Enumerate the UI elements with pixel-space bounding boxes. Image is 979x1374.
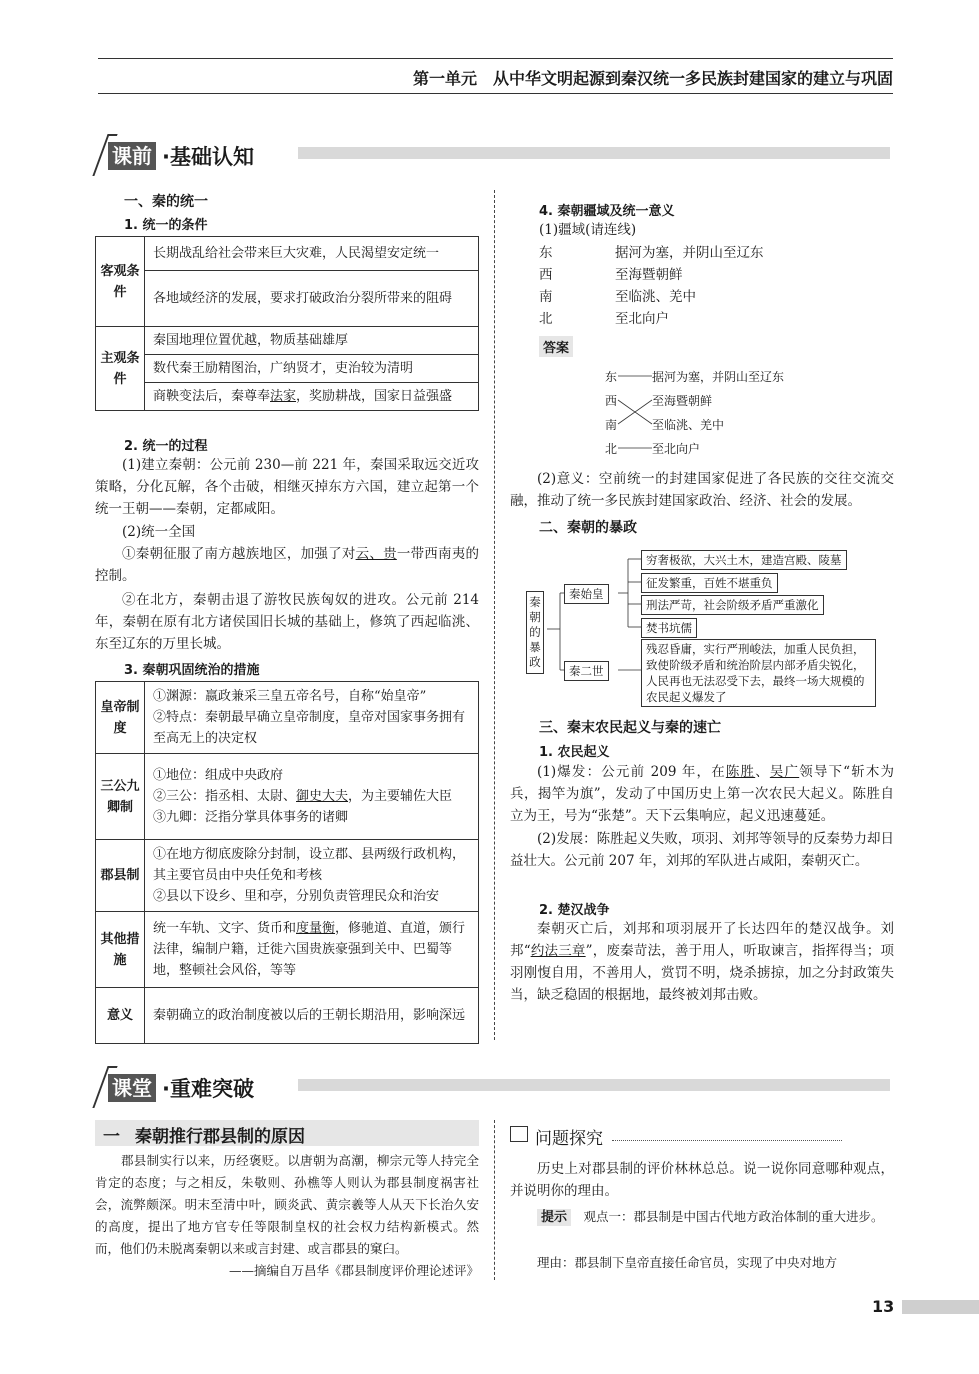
topic-number: 一 — [103, 1127, 120, 1147]
section-title: ·重难突破 — [162, 1077, 254, 1101]
tyranny-leaf: 征发繁重，百姓不堪重负 — [641, 573, 778, 593]
cond-row: 商鞅变法后，秦尊奉法家，奖励耕战，国家日益强盛 — [145, 383, 479, 411]
para-unify: (2)统一全国 — [122, 524, 196, 540]
cond-row: 长期战乱给社会带来巨大灾难，人民渴望安定统一 — [145, 237, 479, 271]
meas-key-other: 其他措施 — [96, 912, 145, 988]
match-place: 至北向户 — [652, 442, 701, 456]
tyranny-root: 秦朝的暴政 — [526, 591, 544, 674]
inquiry-dotted-rule — [612, 1140, 842, 1141]
column-divider — [494, 190, 495, 1040]
measures-table — [95, 681, 479, 1044]
match-place: 据河为塞，并阴山至辽东 — [652, 370, 785, 384]
para-build-qin: (1)建立秦朝：公元前 230—前 221 年，秦国采取远交近攻策略，分化瓦解，各个击破，相继灭掉东方六国，建立起第一个统一王朝——秦朝，定都咸阳。 — [95, 457, 479, 517]
heading-conditions: 1. 统一的条件 — [124, 218, 208, 233]
section-tag: 课前 — [108, 142, 156, 170]
para-significance: (2)意义：空前统一的封建国家促进了各民族的交往交流交融，推动了统一多民族封建国家政治、经济、社会的发展。 — [510, 471, 894, 509]
para-north: ②在北方，秦朝击退了游牧民族匈奴的进攻。公元前 214 年，秦朝在原有北方诸侯国旧长城的基础上，修筑了西起临洮、东至辽东的万里长城。 — [95, 592, 479, 652]
cond-row: 数代秦王励精图治，广纳贤才，吏治较为清明 — [145, 355, 479, 383]
section-header-preclass — [100, 134, 895, 178]
inquiry-question: 历史上对郡县制的评价林林总总。说一说你同意哪种观点，并说明你的理由。 — [510, 1161, 894, 1199]
heading-peasant: 1. 农民起义 — [539, 745, 610, 760]
heading-territory: 4. 秦朝疆域及统一意义 — [539, 204, 675, 219]
meas-key-commandery: 郡县制 — [96, 840, 145, 912]
para-chuhan: 秦朝灭亡后，刘邦和项羽展开了长达四年的楚汉战争。刘邦“约法三章”，废秦苛法，善于用人，听取谏言，指挥得当；项羽刚愎自用，不善用人，赏罚不明，烧杀掳掠，加之分封政策失当，缺乏稳固的根据地，最终被刘邦击败。 — [510, 921, 894, 1003]
conditions-table — [95, 236, 479, 411]
sub-territory: (1)疆域(请连线) — [539, 222, 637, 238]
cond-key-objective: 客观条件 — [96, 237, 145, 327]
match-dir: 北 — [605, 442, 618, 456]
territory-row: 西 至海暨朝鲜 — [539, 267, 683, 283]
heading-chuhan: 2. 楚汉战争 — [539, 903, 610, 918]
topic-bar — [95, 1120, 479, 1146]
section-tag: 课堂 — [108, 1074, 156, 1102]
match-dir: 南 — [605, 418, 618, 432]
section-title: ·基础认知 — [162, 145, 254, 169]
meas-key-emperor: 皇帝制度 — [96, 682, 145, 754]
topic-title: 秦朝推行郡县制的原因 — [135, 1127, 305, 1147]
heading-process: 2. 统一的过程 — [124, 439, 208, 454]
inquiry-icon — [510, 1126, 528, 1142]
cond-row: 秦国地理位置优越，物质基础雄厚 — [145, 327, 479, 355]
match-dir: 西 — [605, 394, 618, 408]
meas-value: 统一车轨、文字、货币和度量衡，修驰道、直道，颁行法律，编制户籍，迁徙六国贵族豪强到关中、巴蜀等地，整顿社会风俗，等等 — [145, 912, 479, 988]
inquiry-title: 问题探究 — [535, 1129, 603, 1149]
unit-title: 第一单元 从中华文明起源到秦汉统一多民族封建国家的建立与巩固 — [412, 69, 893, 88]
heading-measures: 3. 秦朝巩固统治的措施 — [124, 663, 260, 678]
page-number-bar — [902, 1300, 979, 1314]
meas-value: ①在地方彻底废除分封制，设立郡、县两级行政机构，其主要官员由中央任免和考核 ②县以下设乡、里和亭，分别负责管理民众和治安 — [145, 840, 479, 912]
para-south: ①秦朝征服了南方越族地区，加强了对云、贵一带西南夷的控制。 — [95, 546, 480, 584]
para-outbreak: (1)爆发：公元前 209 年，在陈胜、吴广领导下“斩木为兵，揭竿为旗”，发动了中国历史上第一次农民大起义。陈胜自立为王，号为“张楚”。天下云集响应，起义迅速蔓延。 — [510, 764, 895, 824]
heading-tyranny: 二、秦朝的暴政 — [539, 520, 637, 536]
page-number: 13 — [872, 1297, 895, 1316]
tyranny-leaf: 焚书坑儒 — [641, 618, 697, 638]
meas-value: ①地位：组成中央政府 ②三公：指丞相、太尉、御史大夫，为主要辅佐大臣 ③九卿：泛指分掌具体事务的诸卿 — [145, 754, 479, 840]
tyranny-node-shihuang: 秦始皇 — [564, 584, 609, 604]
territory-row: 东 据河为塞，并阴山至辽东 — [539, 245, 764, 261]
tyranny-node-ershi: 秦二世 — [564, 661, 609, 681]
cond-row: 各地域经济的发展，要求打破政治分裂所带来的阻碍 — [145, 271, 479, 327]
answer-badge: 答案 — [539, 336, 573, 357]
header-top-rule — [98, 58, 893, 59]
topic-quote: 郡县制实行以来，历经褒贬。以唐朝为高潮，柳宗元等人持完全肯定的态度；与之相反，朱敬则、孙樵等人则认为郡县制度祸害社会，流弊颇深。明末至清中叶，顾炎武、黄宗羲等人从天下长治久安的高度，提出了地方官专任等限制皇权的社会权力结构新模式。然而，他们仍未脱离秦朝以来或言封建、或言郡县的窠臼。 — [95, 1153, 479, 1256]
tyranny-leaf: 穷奢极欲，大兴土木，建造宫殿、陵墓 — [641, 550, 847, 570]
match-lines — [600, 360, 660, 460]
territory-list — [539, 242, 879, 330]
match-place: 至临洮、羌中 — [652, 418, 725, 432]
column-divider-bottom — [494, 1120, 495, 1280]
meas-key-significance: 意义 — [96, 988, 145, 1044]
heading-uprising: 三、秦末农民起义与秦的速亡 — [539, 720, 721, 736]
section-bar — [298, 1079, 890, 1091]
match-dir: 东 — [605, 370, 618, 384]
header-bottom-rule — [98, 93, 893, 94]
tyranny-leaf: 刑法严苛，社会阶级矛盾严重激化 — [641, 595, 824, 615]
territory-row: 南 至临洮、羌中 — [539, 289, 696, 305]
territory-row: 北 至北向户 — [539, 311, 669, 327]
cond-key-subjective: 主观条件 — [96, 327, 145, 411]
meas-key-ministers: 三公九卿制 — [96, 754, 145, 840]
meas-value: 秦朝确立的政治制度被以后的王朝长期沿用，影响深远 — [145, 988, 479, 1044]
inquiry-reason: 理由：郡县制下皇帝直接任命官员，实现了中央对地方 — [537, 1255, 838, 1270]
inquiry-hint: 提示 观点一：郡县制是中国古代地方政治体制的重大进步。 — [510, 1206, 894, 1229]
heading-qin-unification: 一、秦的统一 — [124, 194, 208, 210]
quote-source: ——摘编自万昌华《郡县制度评价理论述评》 — [228, 1263, 479, 1278]
para-development: (2)发展：陈胜起义失败，项羽、刘邦等领导的反秦势力却日益壮大。公元前 207 年，刘邦的军队进占咸阳，秦朝灭亡。 — [510, 831, 894, 869]
section-header-inclass — [100, 1066, 895, 1110]
section-bar — [298, 147, 890, 159]
meas-value: ①渊源：嬴政兼采三皇五帝名号，自称“始皇帝” ②特点：秦朝最早确立皇帝制度，皇帝对国家事务拥有至高无上的决定权 — [145, 682, 479, 754]
match-place: 至海暨朝鲜 — [652, 394, 713, 408]
tyranny-leaf-ershi: 残忍昏庸，实行严刑峻法，加重人民负担，致使阶级矛盾和统治阶层内部矛盾尖锐化，人民再也无法忍受下去，最终一场大规模的农民起义爆发了 — [641, 639, 876, 707]
